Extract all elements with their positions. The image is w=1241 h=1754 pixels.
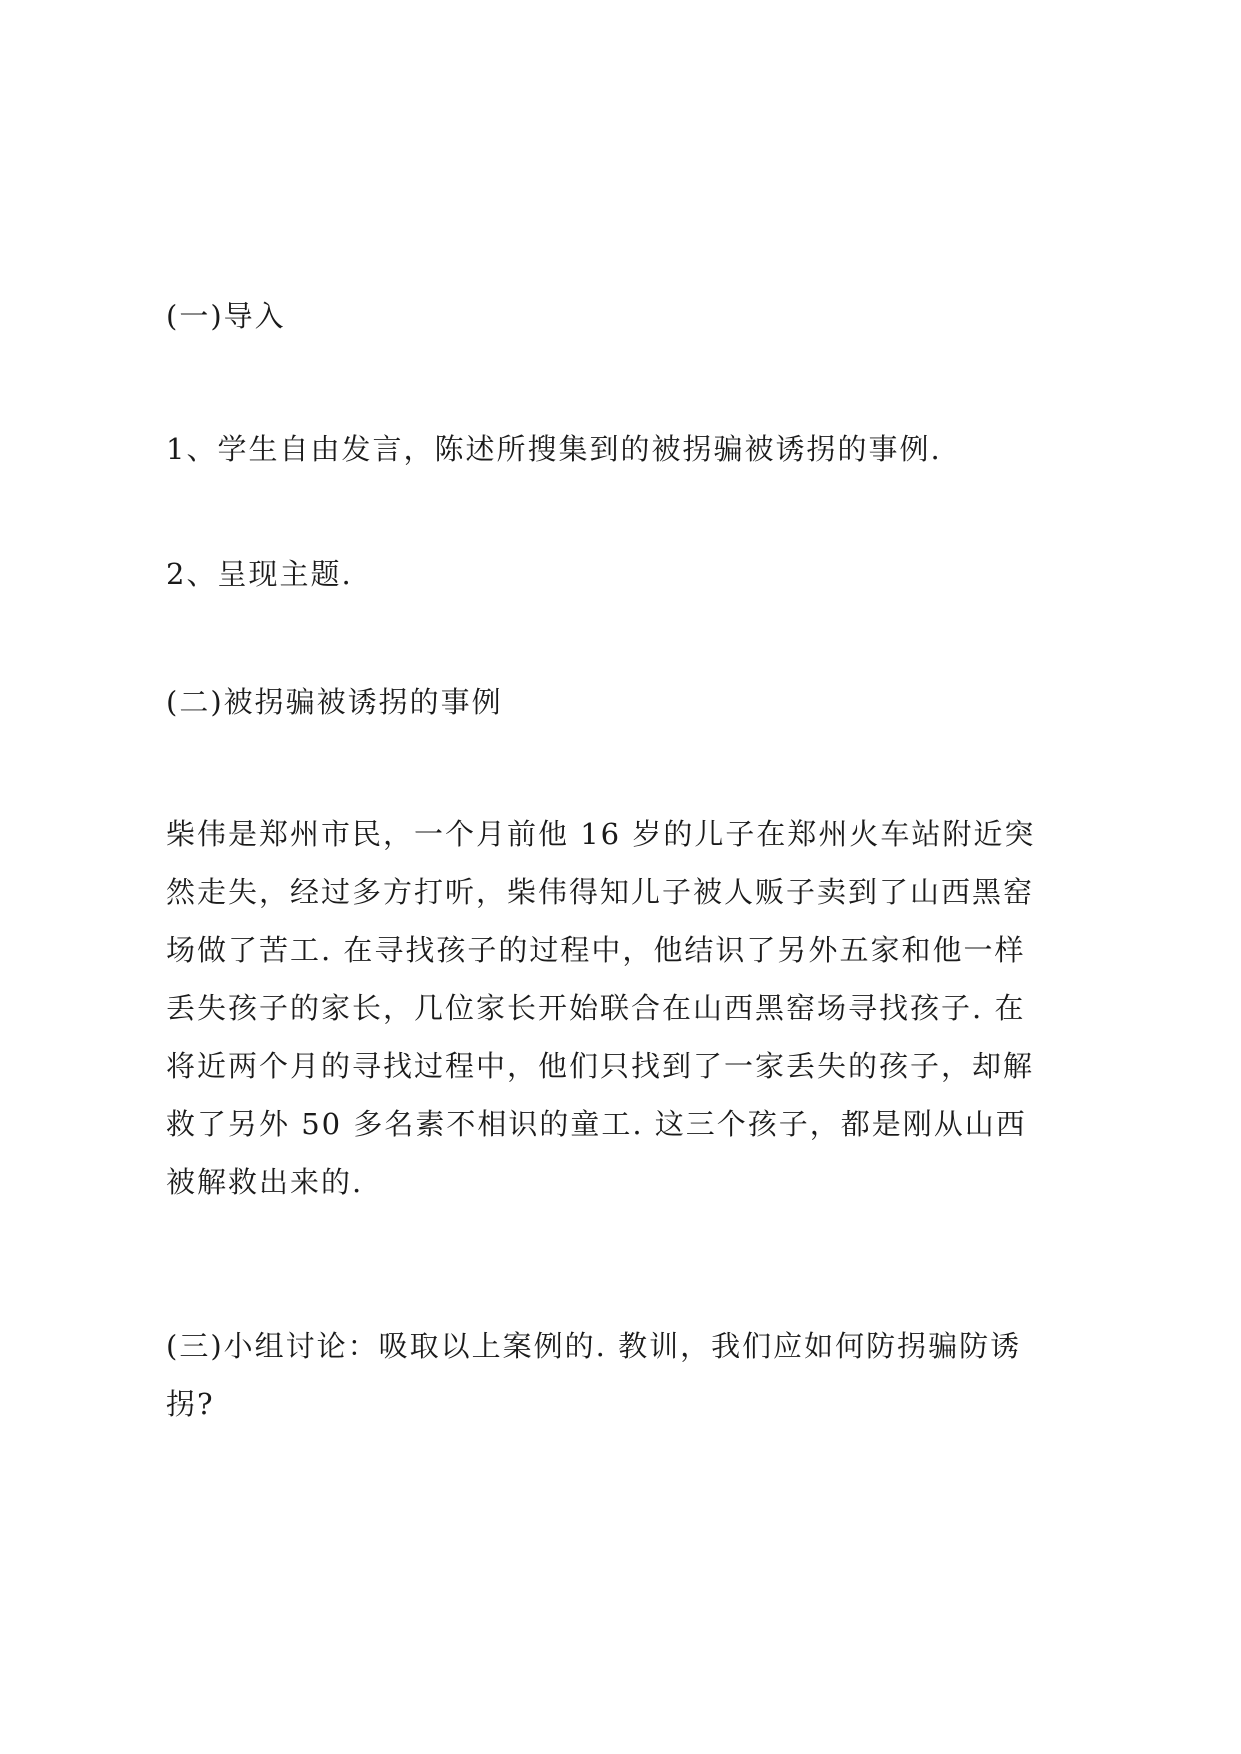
intro-item-1: 1、学生自由发言，陈述所搜集到的被拐骗被诱拐的事例. xyxy=(166,432,942,466)
section-heading-discussion xyxy=(166,1317,1096,1433)
case-story-line: 将近两个月的寻找过程中，他们只找到了一家丢失的孩子，却解 xyxy=(166,1049,1035,1083)
section-heading-intro: (一)导入 xyxy=(166,299,286,333)
case-story-line: 场做了苦工. 在寻找孩子的过程中，他结识了另外五家和他一样 xyxy=(166,933,1026,967)
case-story-line: 救了另外 50 多名素不相识的童工. 这三个孩子，都是刚从山西 xyxy=(166,1107,1027,1141)
section-heading-cases: (二)被拐骗被诱拐的事例 xyxy=(166,685,503,719)
case-story-line: 柴伟是郑州市民，一个月前他 16 岁的儿子在郑州火车站附近突 xyxy=(166,817,1036,851)
intro-item-2: 2、呈现主题. xyxy=(166,557,353,591)
case-story-line: 然走失，经过多方打听，柴伟得知儿子被人贩子卖到了山西黑窑 xyxy=(166,875,1035,909)
discussion-line: 拐? xyxy=(166,1387,215,1421)
case-story-line: 被解救出来的. xyxy=(166,1165,364,1199)
discussion-line: (三)小组讨论：吸取以上案例的. 教训，我们应如何防拐骗防诱 xyxy=(166,1329,1022,1363)
case-story-paragraph xyxy=(166,805,1096,1211)
case-story-line: 丢失孩子的家长，几位家长开始联合在山西黑窑场寻找孩子. 在 xyxy=(166,991,1026,1025)
